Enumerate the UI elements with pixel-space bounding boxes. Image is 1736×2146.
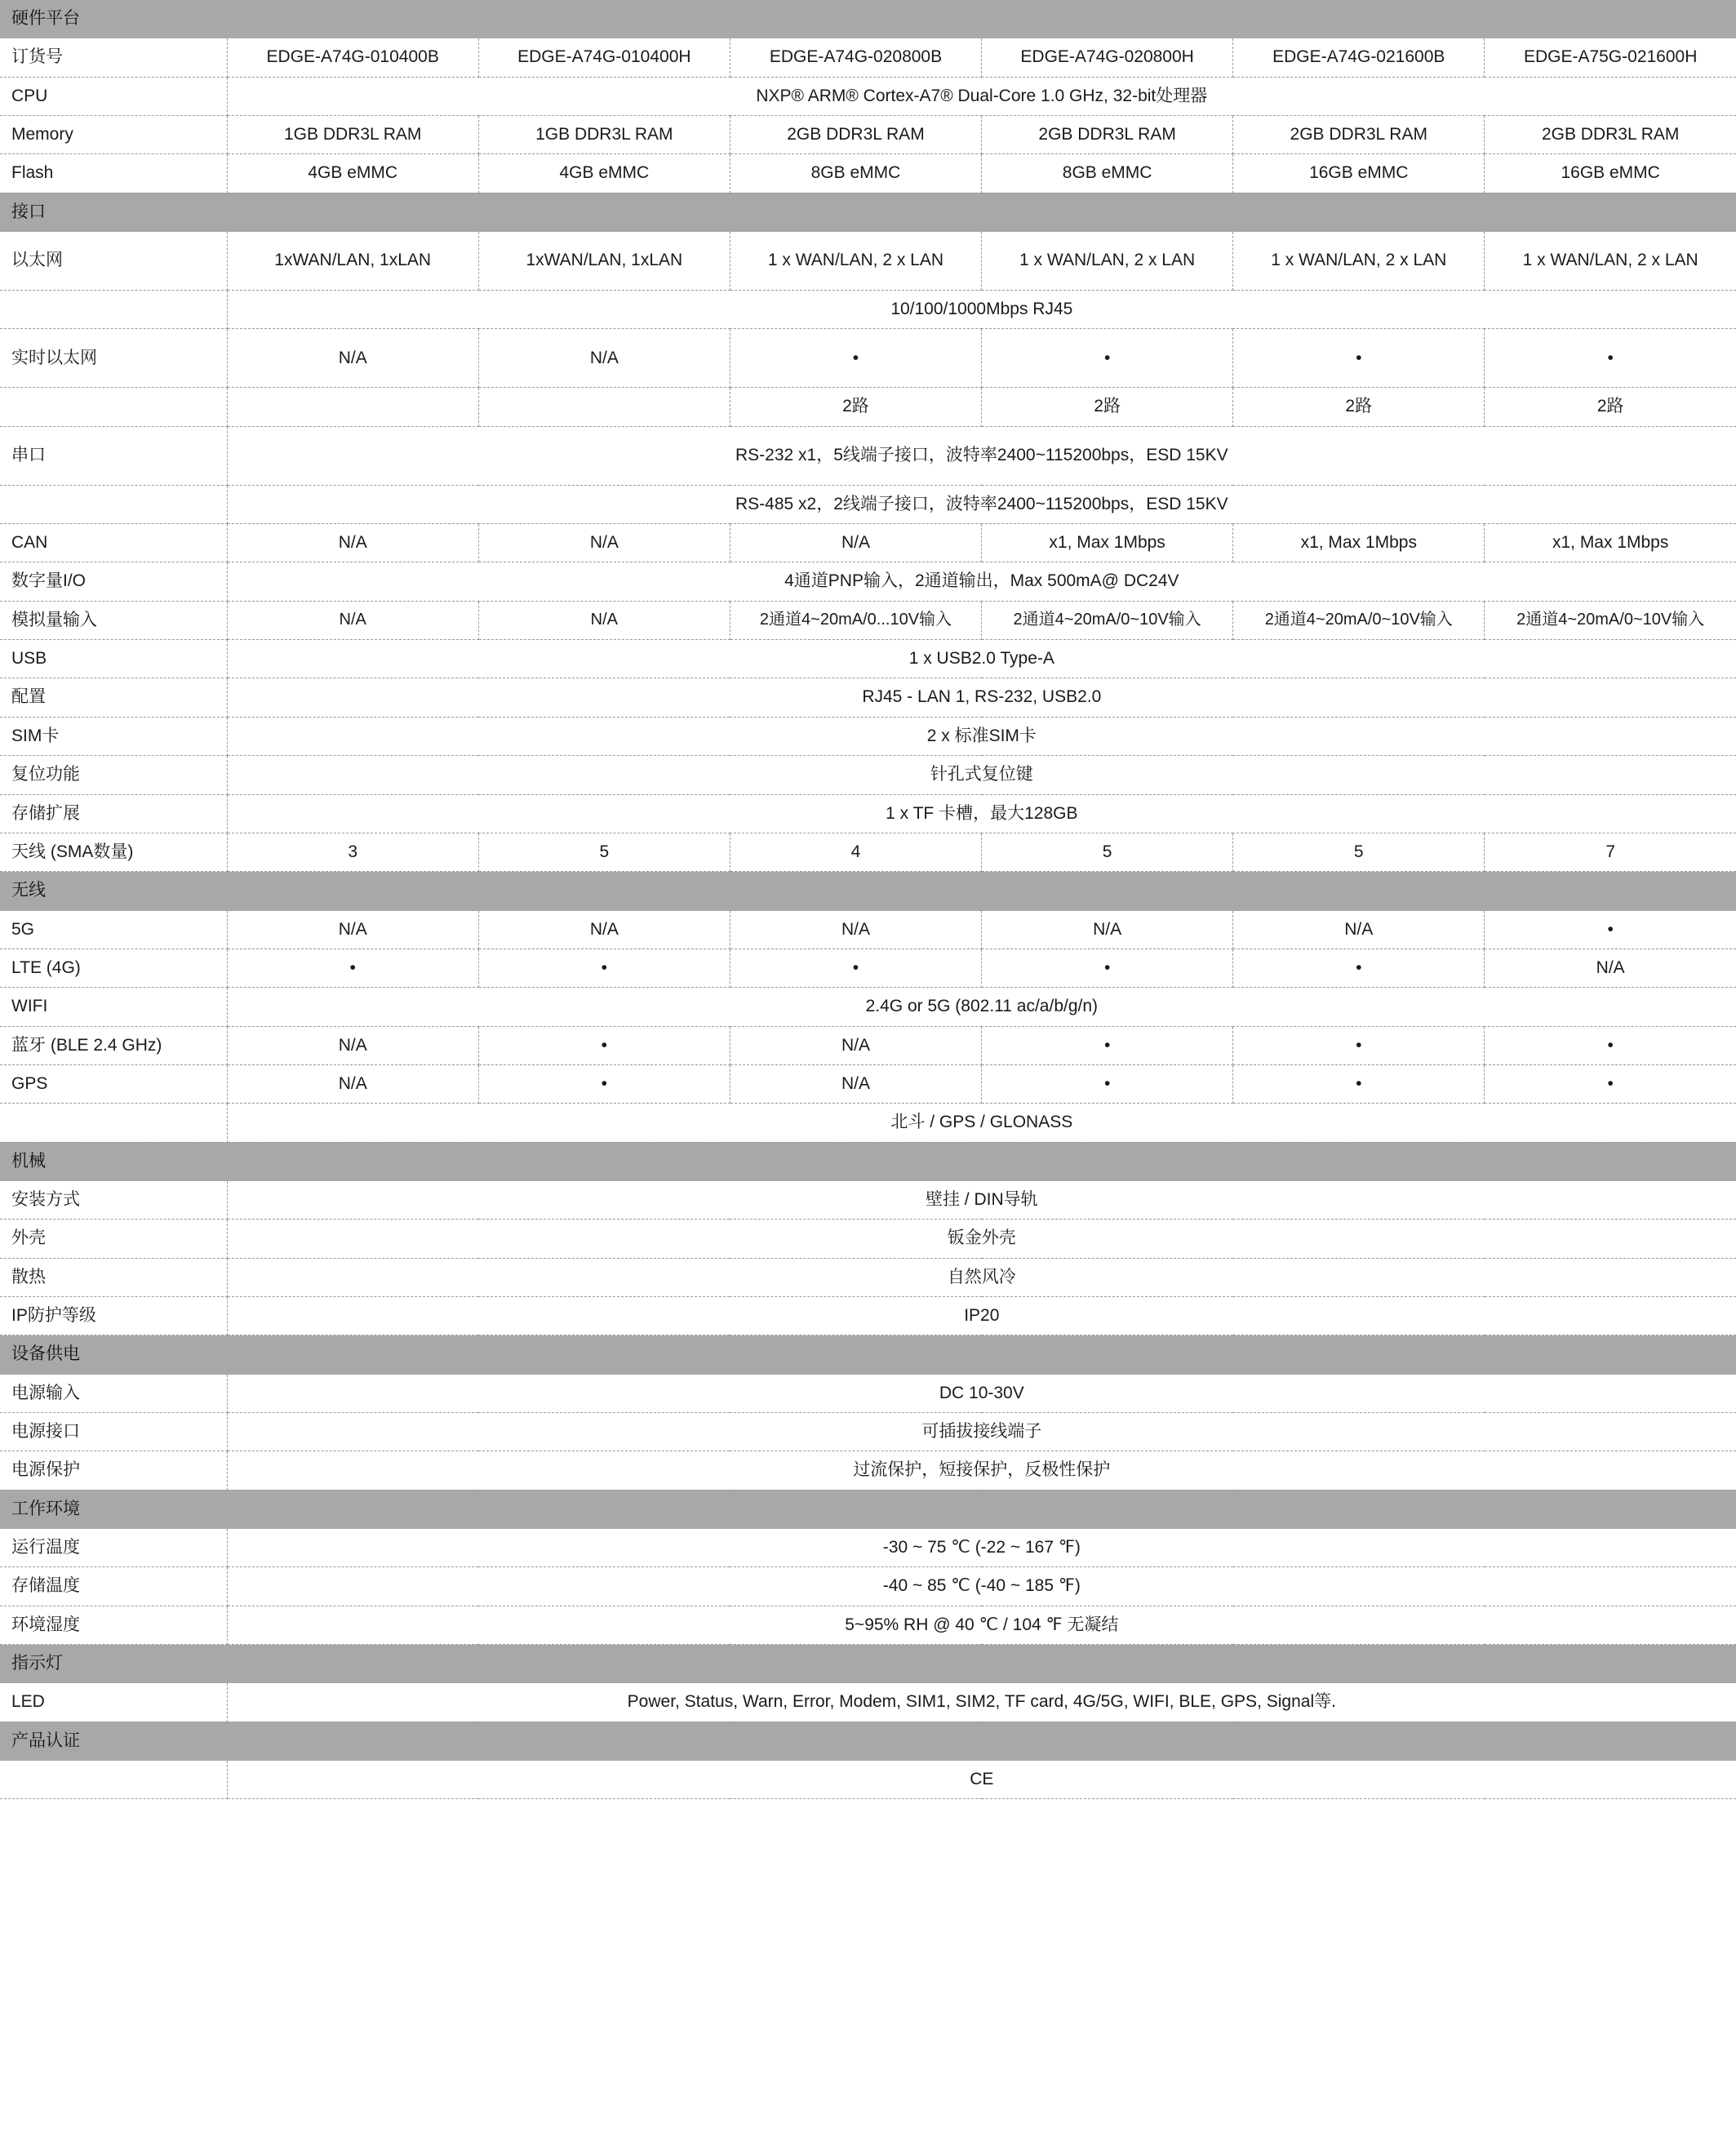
row-value-merged: RS-485 x2，2线端子接口，波特率2400~115200bps，ESD 15KV xyxy=(227,485,1736,523)
section-header-row xyxy=(0,1335,1736,1374)
row-cell: • xyxy=(227,949,478,987)
row-label xyxy=(0,485,227,523)
row-value-merged: 1 x USB2.0 Type-A xyxy=(227,640,1736,678)
row-label: 电源保护 xyxy=(0,1451,227,1490)
row-cell: 2通道4~20mA/0~10V输入 xyxy=(1485,601,1736,639)
table-row xyxy=(0,988,1736,1026)
row-cell: • xyxy=(1485,329,1736,388)
row-cell: • xyxy=(1485,1026,1736,1064)
row-value-merged: NXP® ARM® Cortex-A7® Dual-Core 1.0 GHz, 32-bit处理器 xyxy=(227,77,1736,115)
row-label: 运行温度 xyxy=(0,1529,227,1567)
row-cell: EDGE-A74G-010400B xyxy=(227,38,478,77)
row-value-merged: RS-232 x1，5线端子接口，波特率2400~115200bps，ESD 15KV xyxy=(227,426,1736,485)
table-row xyxy=(0,1220,1736,1258)
table-row xyxy=(0,1683,1736,1722)
row-label: CPU xyxy=(0,77,227,115)
row-value-merged: RJ45 - LAN 1, RS-232, USB2.0 xyxy=(227,678,1736,717)
row-label: LED xyxy=(0,1683,227,1722)
row-cell: 5 xyxy=(982,833,1233,871)
table-row xyxy=(0,1180,1736,1219)
row-cell: 1 x WAN/LAN, 2 x LAN xyxy=(730,232,981,291)
row-label: Memory xyxy=(0,116,227,154)
table-row xyxy=(0,116,1736,154)
row-cell: • xyxy=(1233,1064,1485,1103)
row-cell: N/A xyxy=(730,1026,981,1064)
row-cell: • xyxy=(982,949,1233,987)
row-cell: • xyxy=(1485,910,1736,949)
row-cell: N/A xyxy=(227,524,478,562)
row-cell: 4 xyxy=(730,833,981,871)
table-row xyxy=(0,1451,1736,1490)
row-cell: 1 x WAN/LAN, 2 x LAN xyxy=(1485,232,1736,291)
table-row xyxy=(0,329,1736,388)
row-label: 蓝牙 (BLE 2.4 GHz) xyxy=(0,1026,227,1064)
row-cell: 2GB DDR3L RAM xyxy=(730,116,981,154)
row-cell: 8GB eMMC xyxy=(982,154,1233,193)
row-cell: N/A xyxy=(1485,949,1736,987)
table-row xyxy=(0,1064,1736,1103)
row-cell: 16GB eMMC xyxy=(1485,154,1736,193)
row-label: 散热 xyxy=(0,1258,227,1296)
row-cell: • xyxy=(1485,1064,1736,1103)
row-cell: • xyxy=(982,1064,1233,1103)
row-label: 存储扩展 xyxy=(0,794,227,833)
row-cell: N/A xyxy=(227,1026,478,1064)
table-row xyxy=(0,38,1736,77)
row-cell: 4GB eMMC xyxy=(478,154,730,193)
section-header-row xyxy=(0,193,1736,231)
table-row xyxy=(0,601,1736,639)
table-row xyxy=(0,1529,1736,1567)
row-cell: EDGE-A74G-020800B xyxy=(730,38,981,77)
row-cell: EDGE-A75G-021600H xyxy=(1485,38,1736,77)
table-row xyxy=(0,756,1736,794)
row-cell: 7 xyxy=(1485,833,1736,871)
section-title: 接口 xyxy=(0,193,1736,231)
row-value-merged: 5~95% RH @ 40 ℃ / 104 ℉ 无凝结 xyxy=(227,1606,1736,1644)
row-cell: • xyxy=(478,1064,730,1103)
table-row xyxy=(0,77,1736,115)
row-label: 数字量I/O xyxy=(0,562,227,601)
row-cell: N/A xyxy=(478,910,730,949)
table-row xyxy=(0,232,1736,291)
row-value-merged: 4通道PNP输入，2通道输出，Max 500mA@ DC24V xyxy=(227,562,1736,601)
row-label xyxy=(0,1761,227,1799)
row-value-merged: Power, Status, Warn, Error, Modem, SIM1, SIM2, TF card, 4G/5G, WIFI, BLE, GPS, Signal等. xyxy=(227,1683,1736,1722)
table-row xyxy=(0,388,1736,426)
row-label: 订货号 xyxy=(0,38,227,77)
row-cell: N/A xyxy=(982,910,1233,949)
table-row xyxy=(0,1104,1736,1142)
section-header-row xyxy=(0,1490,1736,1528)
row-cell: • xyxy=(478,949,730,987)
section-title: 指示灯 xyxy=(0,1645,1736,1683)
row-cell: N/A xyxy=(730,910,981,949)
row-cell: • xyxy=(1233,1026,1485,1064)
row-cell: • xyxy=(1233,949,1485,987)
row-label: 电源输入 xyxy=(0,1374,227,1412)
row-cell: x1, Max 1Mbps xyxy=(1233,524,1485,562)
table-row xyxy=(0,1413,1736,1451)
row-cell: • xyxy=(1233,329,1485,388)
row-label: 模拟量输入 xyxy=(0,601,227,639)
row-value-merged: 2.4G or 5G (802.11 ac/a/b/g/n) xyxy=(227,988,1736,1026)
row-label: 电源接口 xyxy=(0,1413,227,1451)
row-label: 串口 xyxy=(0,426,227,485)
row-label: LTE (4G) xyxy=(0,949,227,987)
row-value-merged: 10/100/1000Mbps RJ45 xyxy=(227,291,1736,329)
section-title: 无线 xyxy=(0,872,1736,910)
row-cell: N/A xyxy=(730,1064,981,1103)
row-label: 天线 (SMA数量) xyxy=(0,833,227,871)
row-value-merged: 自然风冷 xyxy=(227,1258,1736,1296)
table-row xyxy=(0,154,1736,193)
row-cell: 2GB DDR3L RAM xyxy=(982,116,1233,154)
row-cell: x1, Max 1Mbps xyxy=(1485,524,1736,562)
row-label: SIM卡 xyxy=(0,717,227,755)
row-value-merged: CE xyxy=(227,1761,1736,1799)
row-cell: 5 xyxy=(478,833,730,871)
row-label xyxy=(0,1104,227,1142)
row-value-merged: 北斗 / GPS / GLONASS xyxy=(227,1104,1736,1142)
row-cell: • xyxy=(730,949,981,987)
table-row xyxy=(0,1026,1736,1064)
section-title: 工作环境 xyxy=(0,1490,1736,1528)
table-row xyxy=(0,562,1736,601)
section-title: 设备供电 xyxy=(0,1335,1736,1374)
row-label: GPS xyxy=(0,1064,227,1103)
table-row xyxy=(0,949,1736,987)
row-label: 配置 xyxy=(0,678,227,717)
section-header-row xyxy=(0,1645,1736,1683)
row-label: WIFI xyxy=(0,988,227,1026)
row-cell: N/A xyxy=(227,910,478,949)
row-cell: 1 x WAN/LAN, 2 x LAN xyxy=(1233,232,1485,291)
row-cell: 1xWAN/LAN, 1xLAN xyxy=(227,232,478,291)
table-row xyxy=(0,1296,1736,1335)
row-cell xyxy=(478,388,730,426)
row-value-merged: 1 x TF 卡槽，最大128GB xyxy=(227,794,1736,833)
row-cell: • xyxy=(478,1026,730,1064)
row-cell: N/A xyxy=(227,329,478,388)
table-row xyxy=(0,291,1736,329)
table-row xyxy=(0,1567,1736,1606)
row-cell: N/A xyxy=(478,329,730,388)
row-label: 环境湿度 xyxy=(0,1606,227,1644)
row-cell: 2路 xyxy=(982,388,1233,426)
row-value-merged: 壁挂 / DIN导轨 xyxy=(227,1180,1736,1219)
row-label: 复位功能 xyxy=(0,756,227,794)
row-label: 5G xyxy=(0,910,227,949)
row-value-merged: 2 x 标准SIM卡 xyxy=(227,717,1736,755)
row-cell: EDGE-A74G-010400H xyxy=(478,38,730,77)
row-cell: 2通道4~20mA/0...10V输入 xyxy=(730,601,981,639)
table-row xyxy=(0,485,1736,523)
row-label xyxy=(0,291,227,329)
row-label: USB xyxy=(0,640,227,678)
row-value-merged: 可插拔接线端子 xyxy=(227,1413,1736,1451)
row-value-merged: 针孔式复位键 xyxy=(227,756,1736,794)
table-row xyxy=(0,1374,1736,1412)
row-value-merged: 钣金外壳 xyxy=(227,1220,1736,1258)
table-row xyxy=(0,426,1736,485)
row-cell: N/A xyxy=(730,524,981,562)
row-cell: 8GB eMMC xyxy=(730,154,981,193)
table-row xyxy=(0,1258,1736,1296)
row-label: IP防护等级 xyxy=(0,1296,227,1335)
row-cell: • xyxy=(730,329,981,388)
table-row xyxy=(0,794,1736,833)
row-value-merged: -30 ~ 75 ℃ (-22 ~ 167 ℉) xyxy=(227,1529,1736,1567)
row-cell: 4GB eMMC xyxy=(227,154,478,193)
row-cell: 1 x WAN/LAN, 2 x LAN xyxy=(982,232,1233,291)
table-row xyxy=(0,1761,1736,1799)
row-cell: 5 xyxy=(1233,833,1485,871)
table-row xyxy=(0,717,1736,755)
row-cell: N/A xyxy=(227,1064,478,1103)
row-cell: 1GB DDR3L RAM xyxy=(478,116,730,154)
row-value-merged: DC 10-30V xyxy=(227,1374,1736,1412)
section-header-row xyxy=(0,0,1736,38)
section-title: 产品认证 xyxy=(0,1722,1736,1760)
row-label xyxy=(0,388,227,426)
row-cell: 2路 xyxy=(1485,388,1736,426)
table-row xyxy=(0,524,1736,562)
row-value-merged: 过流保护，短接保护，反极性保护 xyxy=(227,1451,1736,1490)
row-label: CAN xyxy=(0,524,227,562)
row-cell: 2GB DDR3L RAM xyxy=(1485,116,1736,154)
table-row xyxy=(0,833,1736,871)
row-cell: 1GB DDR3L RAM xyxy=(227,116,478,154)
table-row xyxy=(0,910,1736,949)
row-cell: 2通道4~20mA/0~10V输入 xyxy=(1233,601,1485,639)
row-label: 外壳 xyxy=(0,1220,227,1258)
row-cell xyxy=(227,388,478,426)
table-row xyxy=(0,1606,1736,1644)
row-value-merged: -40 ~ 85 ℃ (-40 ~ 185 ℉) xyxy=(227,1567,1736,1606)
row-cell: EDGE-A74G-020800H xyxy=(982,38,1233,77)
row-cell: N/A xyxy=(478,524,730,562)
row-cell: • xyxy=(982,329,1233,388)
row-cell: 2通道4~20mA/0~10V输入 xyxy=(982,601,1233,639)
row-label: Flash xyxy=(0,154,227,193)
section-title: 硬件平台 xyxy=(0,0,1736,38)
row-value-merged: IP20 xyxy=(227,1296,1736,1335)
row-cell: 2路 xyxy=(730,388,981,426)
row-cell: 2GB DDR3L RAM xyxy=(1233,116,1485,154)
row-cell: x1, Max 1Mbps xyxy=(982,524,1233,562)
row-label: 存储温度 xyxy=(0,1567,227,1606)
section-title: 机械 xyxy=(0,1142,1736,1180)
row-cell: EDGE-A74G-021600B xyxy=(1233,38,1485,77)
row-cell: 2路 xyxy=(1233,388,1485,426)
section-header-row xyxy=(0,1722,1736,1760)
row-cell: • xyxy=(982,1026,1233,1064)
row-label: 安装方式 xyxy=(0,1180,227,1219)
table-row xyxy=(0,640,1736,678)
row-label: 实时以太网 xyxy=(0,329,227,388)
row-label: 以太网 xyxy=(0,232,227,291)
row-cell: N/A xyxy=(478,601,730,639)
row-cell: 16GB eMMC xyxy=(1233,154,1485,193)
row-cell: 1xWAN/LAN, 1xLAN xyxy=(478,232,730,291)
section-header-row xyxy=(0,872,1736,910)
table-row xyxy=(0,678,1736,717)
section-header-row xyxy=(0,1142,1736,1180)
row-cell: N/A xyxy=(1233,910,1485,949)
row-cell: N/A xyxy=(227,601,478,639)
row-cell: 3 xyxy=(227,833,478,871)
